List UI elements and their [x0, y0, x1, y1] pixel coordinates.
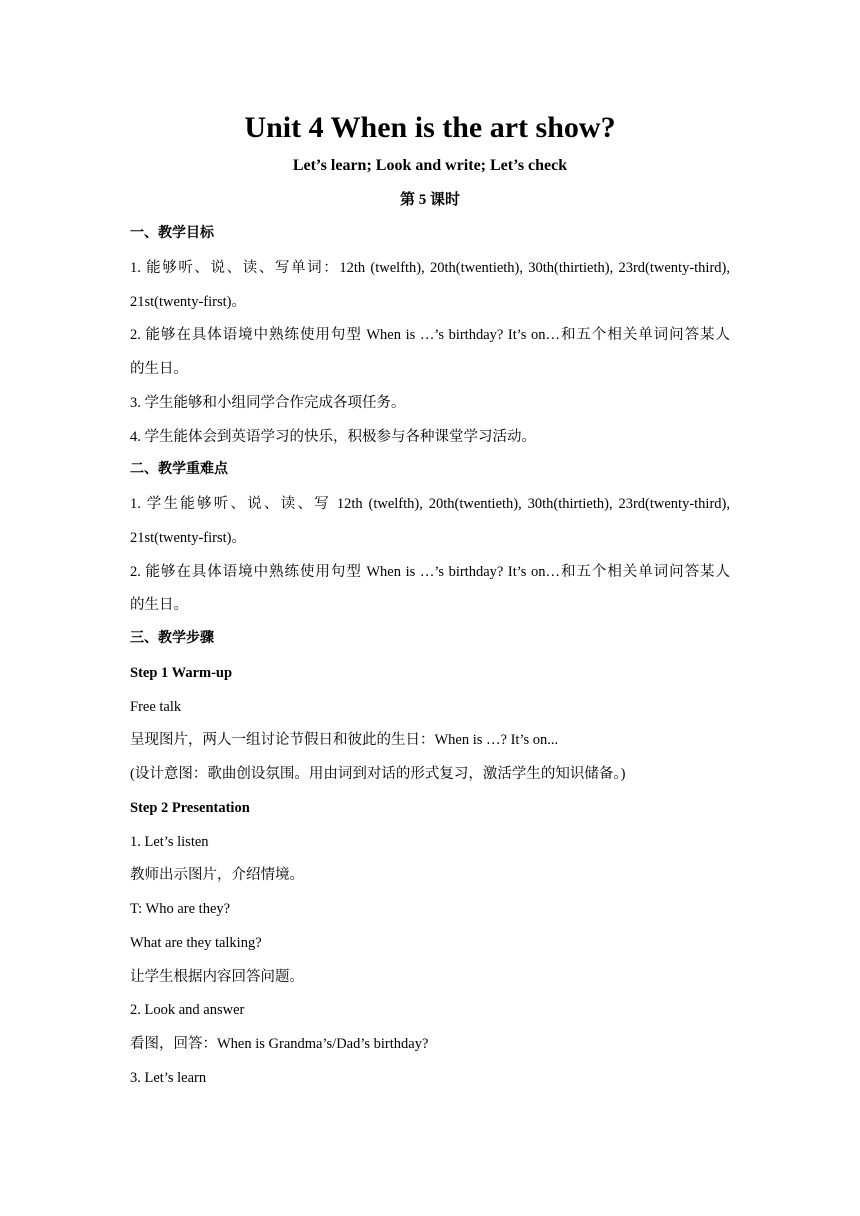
body-line: What are they talking? — [130, 934, 262, 951]
body-line: (设计意图：歌曲创设氛围。用由词到对话的形式复习，激活学生的知识储备。) — [130, 766, 626, 782]
body-line: 4. 学生能体会到英语学习的快乐，积极参与各种课堂学习活动。 — [130, 428, 536, 445]
body-line: 的生日。 — [130, 361, 188, 377]
document-subtitle: Let’s learn; Look and write; Let’s check — [292, 157, 568, 174]
step-heading: Step 1 Warm-up — [130, 664, 233, 681]
body-line: Free talk — [130, 698, 182, 715]
body-line: 看图，回答：When is Grandma’s/Dad’s birthday? — [130, 1036, 429, 1052]
body-line: 1. 能够听、说、读、写单词：12th (twelfth), 20th(twentieth), 30th(thirtieth), 23rd(twenty-third), — [130, 259, 730, 276]
body-line: 2. 能够在具体语境中熟练使用句型 When is …’s birthday? It’s on…和五个相关单词问答某人 — [130, 327, 730, 344]
section-heading: 二、教学重难点 — [130, 462, 228, 478]
body-line: 2. 能够在具体语境中熟练使用句型 When is …’s birthday? It’s on…和五个相关单词问答某人 — [130, 563, 730, 580]
body-line: 3. 学生能够和小组同学合作完成各项任务。 — [130, 394, 406, 411]
body-line: 21st(twenty-first)。 — [130, 293, 246, 310]
body-line: 教师出示图片，介绍情境。 — [130, 867, 304, 884]
step-heading: Step 2 Presentation — [130, 799, 250, 816]
body-line: 3. Let’s learn — [130, 1069, 207, 1086]
body-line: T: Who are they? — [130, 901, 231, 917]
lesson-label: 第 5 课时 — [399, 192, 460, 208]
body-line: 的生日。 — [130, 597, 188, 614]
body-line: 呈现图片，两人一组讨论节假日和彼此的生日：When is …? It’s on... — [130, 732, 559, 749]
section-heading: 三、教学步骤 — [130, 631, 214, 646]
body-line: 1. 学生能够听、说、读、写 12th (twelfth), 20th(twentieth), 30th(thirtieth), 23rd(twenty-third), — [130, 496, 730, 512]
body-line: 1. Let’s listen — [130, 833, 209, 850]
document-title: Unit 4 When is the art show? — [244, 111, 616, 144]
body-line: 2. Look and answer — [130, 1002, 245, 1019]
body-line: 让学生根据内容回答问题。 — [130, 968, 304, 985]
section-heading: 一、教学目标 — [130, 226, 214, 241]
document-body — [130, 222, 730, 1100]
body-line: 21st(twenty-first)。 — [130, 529, 246, 546]
